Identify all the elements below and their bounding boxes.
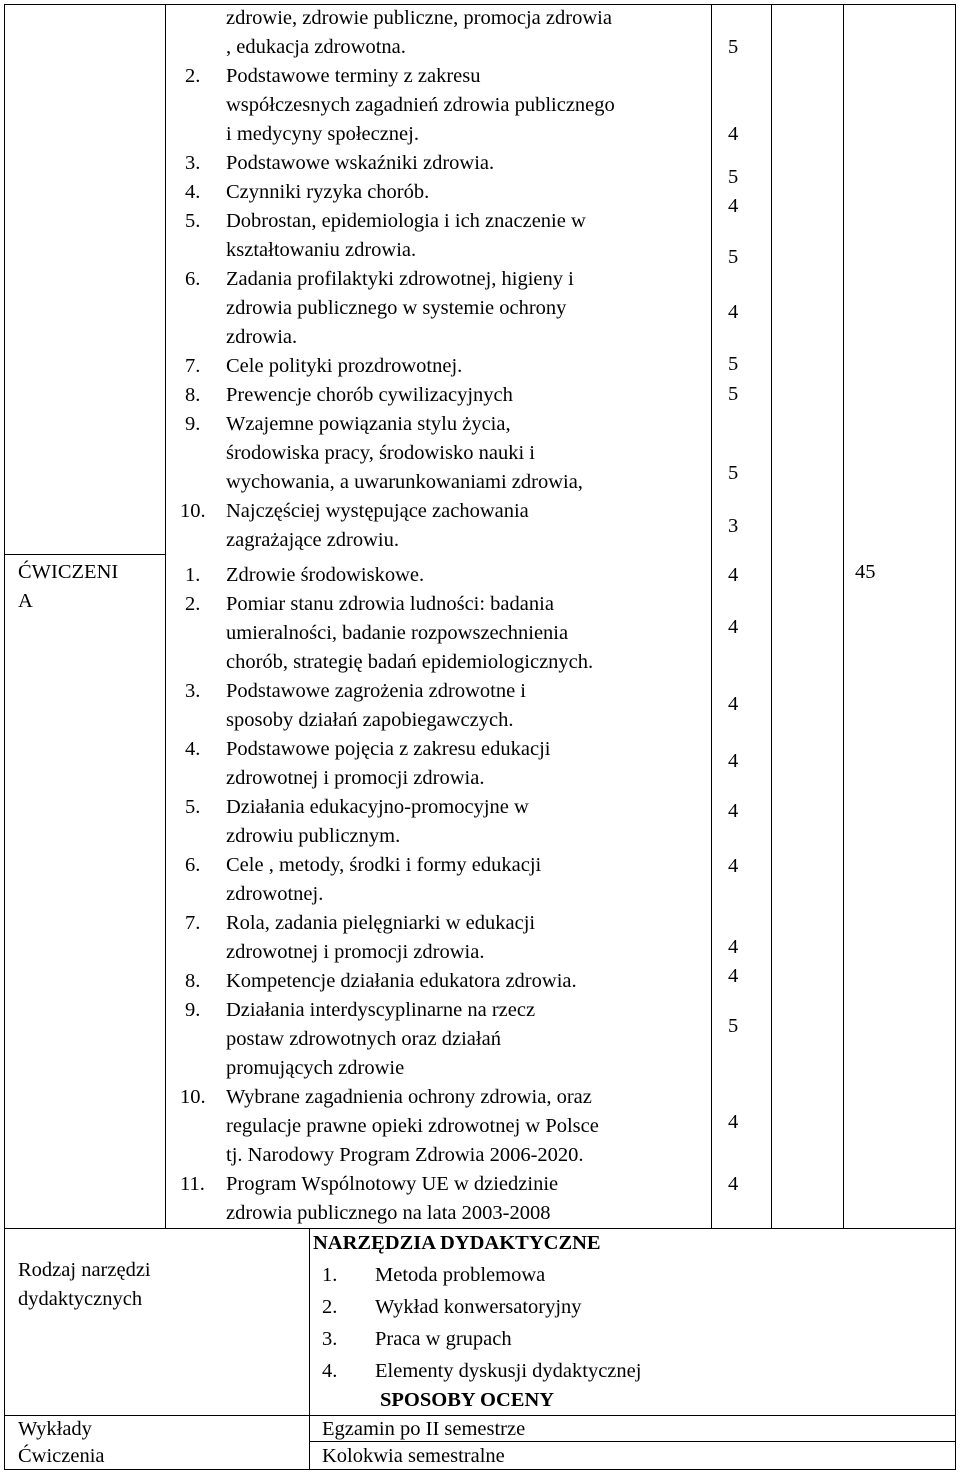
row-divider-cwiczenia [4,554,166,555]
col1-divider [165,4,166,1228]
exercise-number: 6. [185,854,201,876]
exercise-number: 9. [185,999,201,1021]
hours-value: 5 [728,462,739,484]
exercise-line: Działania interdyscyplinarne na rzecz [226,999,536,1021]
exercise-hours-value: 4 [728,965,739,987]
exercise-number: 11. [180,1173,205,1195]
exercise-hours-value: 4 [728,1111,739,1133]
topic-line: współczesnych zagadnień zdrowia publicznego [226,94,615,116]
exercise-hours-value: 4 [728,855,739,877]
topic-line: zagrażające zdrowiu. [226,529,399,551]
exercise-number: 1. [185,564,201,586]
col4-divider [843,4,844,1228]
assessment-wyklady: Egzamin po II semestrze [322,1418,526,1440]
exercise-hours-value: 4 [728,800,739,822]
col2-divider [711,4,712,1228]
hours-value: 3 [728,515,739,537]
topic-number: 5. [185,210,201,232]
exercise-line: promujących zdrowie [226,1057,405,1079]
exercise-line: umieralności, badanie rozpowszechnienia [226,622,569,644]
exercise-line: Kompetencje działania edukatora zdrowia. [226,970,577,992]
total-hours: 45 [855,561,876,583]
exercise-number: 3. [185,680,201,702]
exercise-line: Cele , metody, środki i formy edukacji [226,854,542,876]
exercise-hours-value: 4 [728,616,739,638]
topic-number: 6. [185,268,201,290]
exercise-line: postaw zdrowotnych oraz działań [226,1028,501,1050]
hours-value: 5 [728,36,739,58]
tool-label: Praca w grupach [375,1328,512,1350]
exercise-line: Podstawowe zagrożenia zdrowotne i [226,680,526,702]
border-right [955,4,956,1470]
topic-line: Podstawowe wskaźniki zdrowia. [226,152,495,174]
exercise-line: regulacje prawne opieki zdrowotnej w Polsce [226,1115,599,1137]
hours-value: 4 [728,195,739,217]
topic-number: 2. [185,65,201,87]
topic-line: Zadania profilaktyki zdrowotnej, higieny i [226,268,574,290]
tool-number: 4. [322,1360,338,1382]
exercise-line: Podstawowe pojęcia z zakresu edukacji [226,738,551,760]
exercise-line: zdrowia publicznego na lata 2003-2008 [226,1202,551,1224]
tool-label: Elementy dyskusji dydaktycznej [375,1360,642,1382]
topic-line: Prewencje chorób cywilizacyjnych [226,384,513,406]
exercise-line: tj. Narodowy Program Zdrowia 2006-2020. [226,1144,584,1166]
topic-line: wychowania, a uwarunkowaniami zdrowia, [226,471,583,493]
cwiczenia-row-label: Ćwiczenia [18,1445,105,1467]
exercise-line: zdrowotnej i promocji zdrowia. [226,941,485,963]
rodzaj-narzedzi-label: Rodzaj narzędzi dydaktycznych [18,1259,151,1310]
exercise-number: 2. [185,593,201,615]
topic-number: 4. [185,181,201,203]
exercise-line: chorób, strategię badań epidemiologicznych. [226,651,594,673]
topic-number: 9. [185,413,201,435]
topic-line: Cele polityki prozdrowotnej. [226,355,463,377]
topic-line: zdrowia publicznego w systemie ochrony [226,297,567,319]
tools-heading: NARZĘDZIA DYDAKTYCZNE [313,1232,601,1254]
topic-number: 7. [185,355,201,377]
exercise-number: 7. [185,912,201,934]
exercise-hours-value: 4 [728,693,739,715]
topic-line: Dobrostan, epidemiologia i ich znaczenie w [226,210,586,232]
col1-divider-lower [309,1228,310,1470]
exercise-line: Rola, zadania pielęgniarki w edukacji [226,912,536,934]
topic-line: Podstawowe terminy z zakresu [226,65,481,87]
topic-line: środowiska pracy, środowisko nauki i [226,442,535,464]
exercise-line: zdrowiu publicznym. [226,825,401,847]
topic-number: 10. [180,500,206,522]
exercise-hours-value: 4 [728,1173,739,1195]
topic-line: kształtowaniu zdrowia. [226,239,417,261]
hours-value: 5 [728,166,739,188]
tool-label: Metoda problemowa [375,1264,546,1286]
topic-number: 3. [185,152,201,174]
exercise-line: sposoby działań zapobiegawczych. [226,709,514,731]
topic-line: i medycyny społecznej. [226,123,419,145]
cwiczenia-label: ĆWICZENI A [18,561,119,612]
tool-number: 3. [322,1328,338,1350]
exercise-hours-value: 5 [728,1015,739,1037]
wyklady-label: Wykłady [18,1418,92,1440]
exercise-line: zdrowotnej. [226,883,324,905]
tool-label: Wykład konwersatoryjny [375,1296,582,1318]
hours-value: 5 [728,246,739,268]
assessment-heading: SPOSOBY OCENY [380,1389,555,1411]
exercise-line: Pomiar stanu zdrowia ludności: badania [226,593,554,615]
assessment-cwiczenia: Kolokwia semestralne [322,1445,505,1467]
exercise-number: 5. [185,796,201,818]
hours-value: 5 [728,353,739,375]
exercise-line: zdrowotnej i promocji zdrowia. [226,767,485,789]
exercise-line: Wybrane zagadnienia ochrony zdrowia, oraz [226,1086,592,1108]
topic-number: 8. [185,384,201,406]
exercise-line: Zdrowie środowiskowe. [226,564,425,586]
col3-divider [771,4,772,1228]
exercise-hours-value: 4 [728,564,739,586]
topic-line: Najczęściej występujące zachowania [226,500,529,522]
hours-value: 4 [728,301,739,323]
tool-number: 2. [322,1296,338,1318]
topic-line: Czynniki ryzyka chorób. [226,181,430,203]
hours-value: 4 [728,123,739,145]
exercise-line: Program Wspólnotowy UE w dziedzinie [226,1173,559,1195]
exercise-number: 4. [185,738,201,760]
exercise-number: 10. [180,1086,206,1108]
topic-line: zdrowia. [226,326,298,348]
continuation-line: zdrowie, zdrowie publiczne, promocja zdrowia [226,7,612,29]
tool-number: 1. [322,1264,338,1286]
topic-line: Wzajemne powiązania stylu życia, [226,413,511,435]
border-left [4,4,5,1470]
exercise-number: 8. [185,970,201,992]
exercise-hours-value: 4 [728,750,739,772]
exercise-hours-value: 4 [728,936,739,958]
continuation-line: , edukacja zdrowotna. [226,36,406,58]
hours-value: 5 [728,383,739,405]
exercise-line: Działania edukacyjno-promocyjne w [226,796,529,818]
